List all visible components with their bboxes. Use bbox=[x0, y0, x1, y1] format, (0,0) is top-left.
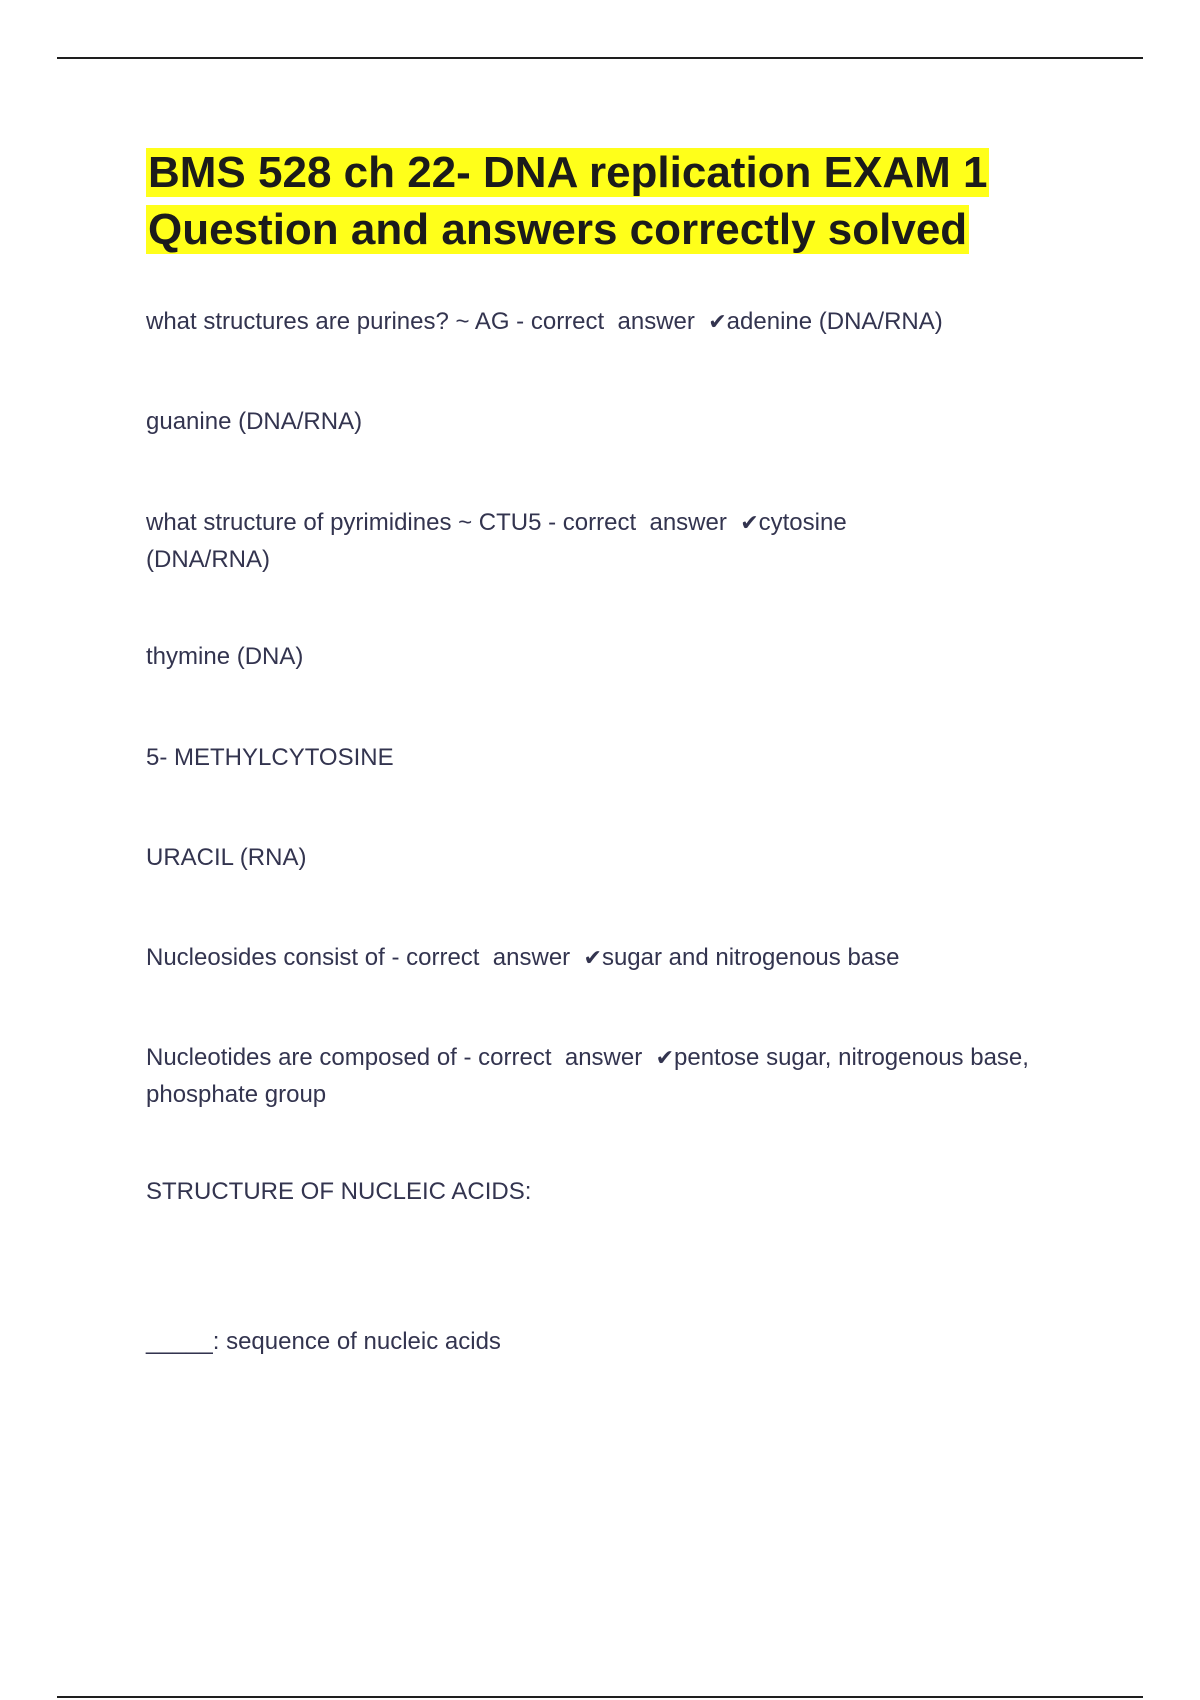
section-heading-structure: STRUCTURE OF NUCLEIC ACIDS: bbox=[146, 1178, 532, 1205]
title-line-2: Question and answers correctly solved bbox=[148, 205, 968, 254]
question-text: what structure of pyrimidines ~ CTU5 - correct answer bbox=[146, 509, 741, 536]
document-title bbox=[146, 144, 1086, 258]
line-methylcytosine: 5- METHYLCYTOSINE bbox=[146, 744, 394, 771]
check-mark-icon: ✔ bbox=[583, 946, 602, 971]
answer-text: pentose sugar, nitrogenous base, phosphate group bbox=[146, 1044, 1036, 1108]
answer-text: sugar and nitrogenous base bbox=[601, 944, 900, 971]
header-rule bbox=[57, 57, 1143, 59]
line-uracil: URACIL (RNA) bbox=[146, 844, 307, 871]
answer-text: cytosine (DNA/RNA) bbox=[146, 509, 854, 573]
title-highlight bbox=[146, 148, 989, 254]
qa-purines bbox=[146, 304, 943, 341]
question-text: Nucleotides are composed of - correct answer bbox=[146, 1044, 656, 1071]
line-sequence-blank: _____: sequence of nucleic acids bbox=[146, 1328, 501, 1355]
qa-nucleosides bbox=[146, 940, 900, 977]
line-guanine: guanine (DNA/RNA) bbox=[146, 408, 363, 435]
footer-rule bbox=[57, 1696, 1143, 1698]
document-body bbox=[146, 144, 1086, 1355]
question-text: what structures are purines? ~ AG - correct answer bbox=[146, 308, 709, 335]
title-line-1: BMS 528 ch 22- DNA replication EXAM 1 bbox=[148, 148, 988, 197]
check-mark-icon: ✔ bbox=[655, 1046, 674, 1071]
check-mark-icon: ✔ bbox=[708, 310, 727, 335]
question-text: Nucleosides consist of - correct answer bbox=[146, 944, 584, 971]
qa-nucleotides bbox=[146, 1040, 1086, 1113]
answer-text: adenine (DNA/RNA) bbox=[726, 308, 943, 335]
check-mark-icon: ✔ bbox=[740, 511, 759, 536]
qa-pyrimidines bbox=[146, 505, 966, 578]
line-thymine: thymine (DNA) bbox=[146, 643, 304, 670]
